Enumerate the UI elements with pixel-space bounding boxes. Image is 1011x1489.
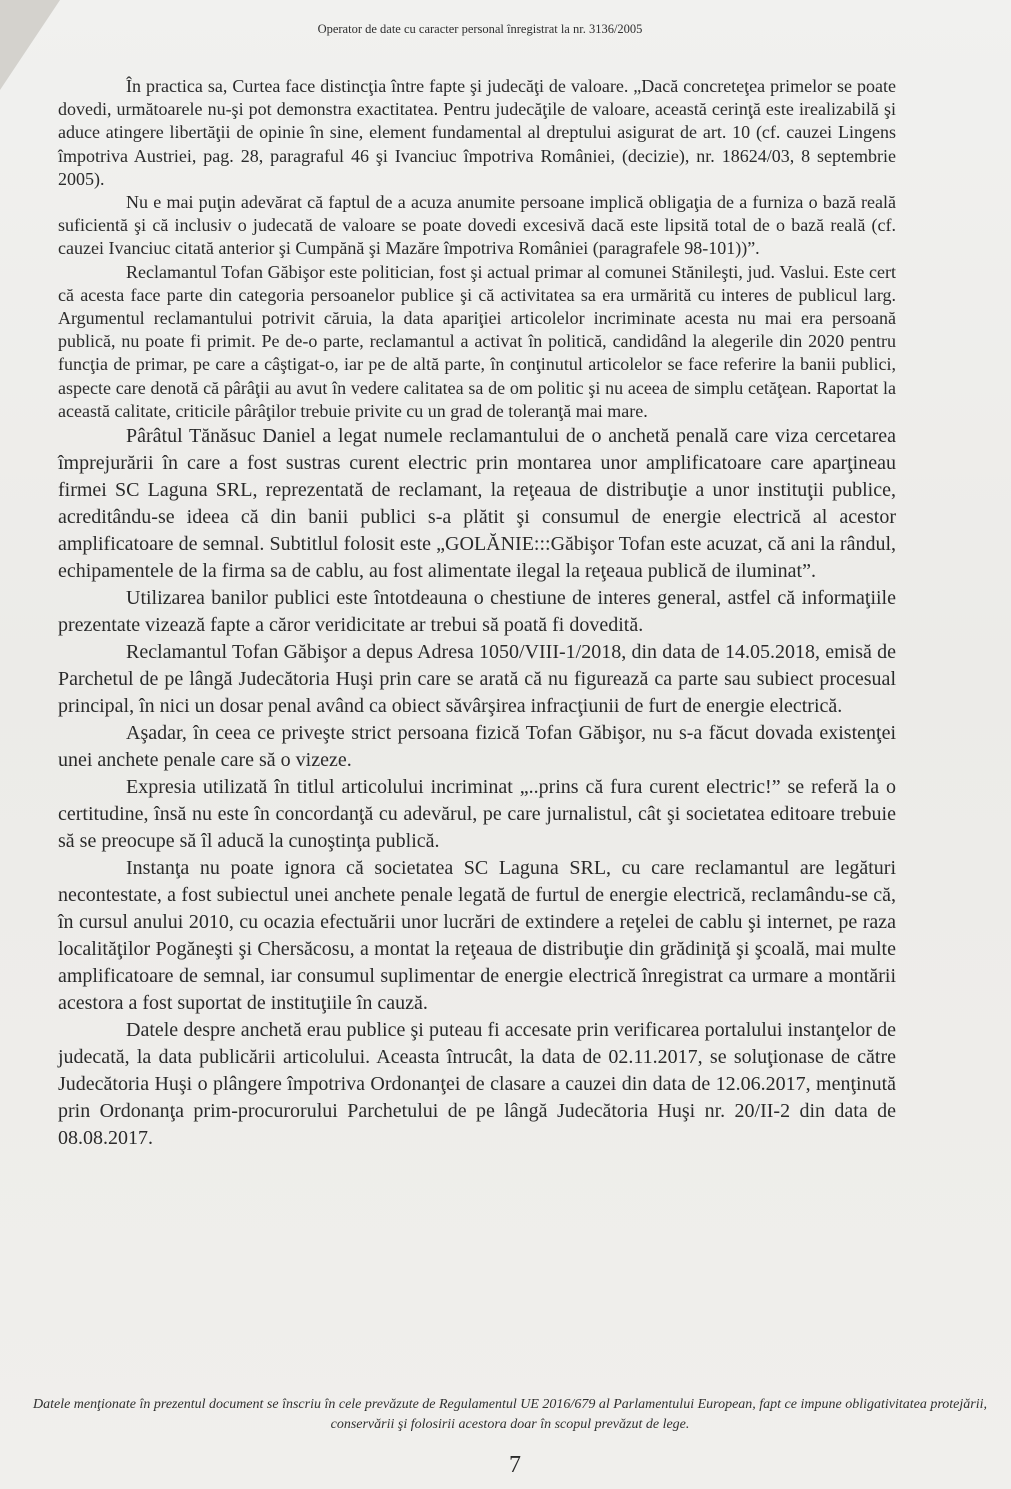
paragraph: Pârâtul Tănăsuc Daniel a legat numele reclamantului de o anchetă penală care viza cercetarea împrejurării în care a fost sustras curent electric prin montarea unor amplificatoare care aparţineau firmei SC Laguna SRL, reprezentată de reclamant, la reţeaua de distribuţie a unor instituţii publice, acreditându-se ideea că din banii publici s-a plătit şi consumul de energie electrică al acestor amplificatoare de semnal. Subtitlul folosit este „GOLĂNIE:::Găbişor Tofan este acuzat, că ani la rândul, echipamentele de la firma sa de cablu, au fost alimentate ilegal la reţeaua publică de iluminat”. xyxy=(58,425,896,583)
folded-corner xyxy=(0,0,60,90)
page-number: 7 xyxy=(509,1452,521,1478)
paragraph: Reclamantul Tofan Găbişor a depus Adresa 1050/VIII-1/2018, din data de 14.05.2018, emisă de Parchetul de pe lângă Judecătoria Huşi prin care se arată că nu figurează ca parte sau subiect procesual principal, în nici un dosar penal având ca obiect săvârşirea infracţiunii de furt de energie electrică. xyxy=(58,641,896,718)
paragraph: În practica sa, Curtea face distincţia între fapte şi judecăţi de valoare. „Dacă concreteţea primelor se poate dovedi, următoarele nu-şi pot demonstra exactitatea. Pentru judecăţile de valoare, această cerinţă este irealizabilă şi aduce atingere libertăţii de opinie în sine, element fundamental al dreptului asigurat de art. 10 (cf. cauzei Lingens împotriva Austriei, pag. 28, paragraful 46 şi Ivanciuc împotriva României, (decizie), nr. 18624/03, 8 septembrie 2005). xyxy=(58,76,896,189)
gdpr-footer-note: Datele menţionate în prezentul document se înscriu în cele prevăzute de Regulamentul UE 2016/679 al Parlamentului European, fapt ce impune obligativitatea protejării, conservării şi folosirii acestora doar în scopul prevăzut de lege. xyxy=(32,1397,988,1432)
operator-header: Operator de date cu caracter personal înregistrat la nr. 3136/2005 xyxy=(317,22,643,36)
paragraph: Nu e mai puţin adevărat că faptul de a acuza anumite persoane implică obligaţia de a furniza o bază reală suficientă şi că inclusiv o judecată de valoare se poate dovedi excesivă dacă este lipsită total de o bază reală (cf. cauzei Ivanciuc citată anterior şi Cumpănă şi Mazăre împotriva României (paragrafele 98-101))”. xyxy=(58,192,896,259)
document-body xyxy=(58,75,896,1152)
paragraph: Utilizarea banilor publici este întotdeauna o chestiune de interes general, astfel că informaţiile prezentate vizează fapte a căror veridicitate ar trebui să poată fi dovedită. xyxy=(58,587,896,637)
paragraph: Expresia utilizată în titlul articolului incriminat „..prins că fura curent electric!” se referă la o certitudine, însă nu este în concordanţă cu adevărul, pe care jurnalistul, cât şi societatea editoare trebuie să se preocupe să îl aducă la cunoştinţa publică. xyxy=(58,776,896,853)
paragraph: Reclamantul Tofan Găbişor este politician, fost şi actual primar al comunei Stănileşti, jud. Vaslui. Este cert că acesta face parte din categoria persoanelor publice şi că activitatea sa era urmărită cu interes de publicul larg. Argumentul reclamantului potrivit căruia, la data apariţiei articolelor incriminate acesta nu mai era persoană publică, nu poate fi primit. Pe de-o parte, reclamantul a activat în politică, candidând la alegerile din 2020 pentru funcţia de primar, pe care a câştigat-o, iar pe de altă parte, în conţinutul articolelor se face referire la banii publici, aspecte care denotă că pârâţii au avut în vedere calitatea sa de om politic şi nu aceea de simplu cetăţean. Raportat la această calitate, criticile pârâţilor trebuie privite cu un grad de toleranţă mai mare. xyxy=(58,261,896,421)
paragraph: Aşadar, în ceea ce priveşte strict persoana fizică Tofan Găbişor, nu s-a făcut dovada existenţei unei anchete penale care să o vizeze. xyxy=(58,722,896,772)
paragraph: Datele despre anchetă erau publice şi puteau fi accesate prin verificarea portalului instanţelor de judecată, la data publicării articolului. Aceasta întrucât, la data de 02.11.2017, se soluţionase de către Judecătoria Huşi o plângere împotriva Ordonanţei de clasare a cauzei din data de 12.06.2017, menţinută prin Ordonanţa prim-procurorului Parchetului de pe lângă Judecătoria Huşi nr. 20/II-2 din data de 08.08.2017. xyxy=(58,1019,896,1150)
paragraph: Instanţa nu poate ignora că societatea SC Laguna SRL, cu care reclamantul are legături necontestate, a fost subiectul unei anchete penale legată de furtul de energie electrică, reclamându-se că, în cursul anului 2010, cu ocazia efectuării unor lucrări de extindere a reţelei de cablu şi internet, pe raza localităţilor Pogăneşti şi Chersăcosu, a montat la reţeaua de distribuţie din grădiniţă şi şcoală, mai multe amplificatoare de semnal, iar consumul suplimentar de energie electrică înregistrat ca urmare a montării acestora a fost suportat de instituţiile în cauză. xyxy=(58,857,896,1015)
